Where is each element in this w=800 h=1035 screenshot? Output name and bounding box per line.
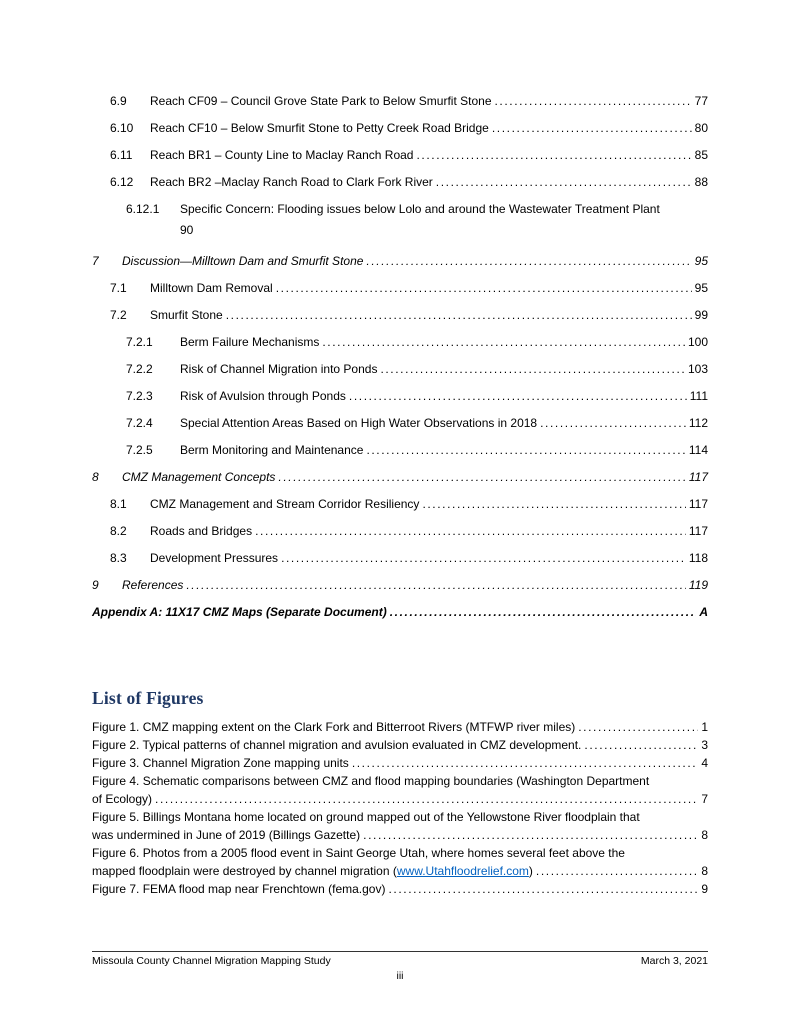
toc-entry-title: Reach CF10 – Below Smurfit Stone to Petty Creek Road Bridge <box>150 121 489 135</box>
toc-entry-number: 7.2.5 <box>126 443 153 457</box>
dot-leader <box>492 115 692 142</box>
toc-entry-number: 8.3 <box>110 551 127 565</box>
figure-entry <box>92 844 708 880</box>
toc-entry-title: Discussion—Milltown Dam and Smurfit Stone <box>122 254 364 268</box>
list-of-figures-heading: List of Figures <box>92 688 204 708</box>
figure-page-number: 4 <box>701 756 708 770</box>
dot-leader <box>352 754 699 772</box>
toc-entry-page: 99 <box>694 308 708 322</box>
figure-caption-text: Figure 4. Schematic comparisons between CMZ and flood mapping boundaries (Washington Department <box>92 774 650 788</box>
toc-entry-page: 117 <box>688 470 708 484</box>
dot-leader <box>322 329 685 356</box>
figure-entry-line <box>92 754 708 772</box>
toc-entry-number: 7.2.3 <box>126 389 153 403</box>
dot-leader <box>278 464 685 491</box>
toc-entry-number: 6.12 <box>110 175 134 189</box>
toc-entry-title: CMZ Management Concepts <box>122 470 276 484</box>
toc-entry <box>92 302 708 329</box>
figure-page-number: 8 <box>701 828 708 842</box>
dot-leader <box>495 88 692 115</box>
toc-entry-number: 7.2.4 <box>126 416 153 430</box>
figure-entry <box>92 808 708 844</box>
figure-caption-text: mapped floodplain were destroyed by channel migration (www.Utahfloodrelief.com) <box>92 864 533 878</box>
dot-leader <box>155 790 698 808</box>
toc-entry-title: Milltown Dam Removal <box>150 281 273 295</box>
toc-entry-title: Risk of Avulsion through Ponds <box>180 389 346 403</box>
toc-entry <box>92 115 708 142</box>
hyperlink[interactable]: www.Utahfloodrelief.com <box>396 864 529 878</box>
figure-page-number: 1 <box>701 720 708 734</box>
figure-page-number: 8 <box>701 864 708 878</box>
toc-entry-page: A <box>699 605 708 619</box>
footer-document-title: Missoula County Channel Migration Mapping Study <box>92 955 331 967</box>
toc-entry-title: Specific Concern: Flooding issues below Lolo and around the Wastewater Treatment Plant <box>180 202 660 216</box>
page-footer <box>92 951 708 982</box>
toc-entry-number: 7 <box>92 254 99 268</box>
toc-entry-title: Berm Failure Mechanisms <box>180 335 320 349</box>
toc-entry <box>92 383 708 410</box>
figure-caption-text: Figure 7. FEMA flood map near Frenchtown (fema.gov) <box>92 882 386 896</box>
toc-entry-page: 111 <box>689 389 708 403</box>
dot-leader <box>380 356 685 383</box>
toc-entry <box>92 248 708 275</box>
toc-entry-title: Reach BR2 –Maclay Ranch Road to Clark Fork River <box>150 175 433 189</box>
figure-entry-line <box>92 718 708 736</box>
toc-entry-number: 8.2 <box>110 524 127 538</box>
toc-entry <box>92 572 708 599</box>
toc-entry-page: 119 <box>688 578 708 592</box>
toc-entry-number: 9 <box>92 578 99 592</box>
toc-entry <box>92 169 708 196</box>
figure-caption-text: Figure 2. Typical patterns of channel migration and avulsion evaluated in CMZ development. <box>92 738 582 752</box>
toc-entry-number: 6.9 <box>110 94 127 108</box>
toc-entry-title: References <box>122 578 184 592</box>
toc-entry-number: 7.2.1 <box>126 335 153 349</box>
figure-caption-text: was undermined in June of 2019 (Billings Gazette) <box>92 828 361 842</box>
dot-leader <box>363 826 698 844</box>
figure-entry <box>92 880 708 898</box>
toc-entry <box>92 196 708 220</box>
dot-leader <box>578 718 698 736</box>
dot-leader <box>366 437 685 464</box>
toc-entry <box>92 142 708 169</box>
dot-leader <box>436 169 692 196</box>
figure-entry-line <box>92 736 708 754</box>
figure-entry <box>92 754 708 772</box>
toc-entry-page: 117 <box>688 524 708 538</box>
toc-entry-page: 95 <box>694 281 708 295</box>
toc-entry-page: 117 <box>688 497 708 511</box>
toc-entry-page: 103 <box>687 362 708 376</box>
toc-entry-title: Appendix A: 11X17 CMZ Maps (Separate Document) <box>92 605 387 619</box>
page-content <box>92 88 708 898</box>
toc-entry-page-line <box>92 220 708 241</box>
toc-entry-number: 6.12.1 <box>126 202 160 216</box>
toc-entry-page: 88 <box>694 175 708 189</box>
toc-entry <box>92 491 708 518</box>
toc-entry-page: 95 <box>694 254 708 268</box>
toc-entry-page: 118 <box>688 551 708 565</box>
toc-entry-number: 7.1 <box>110 281 127 295</box>
toc-entry <box>92 88 708 115</box>
toc-entry-title: Risk of Channel Migration into Ponds <box>180 362 378 376</box>
toc-entry <box>92 599 708 626</box>
toc-entry-page: 90 <box>180 223 194 237</box>
dot-leader <box>540 410 686 437</box>
dot-leader <box>281 545 686 572</box>
figure-entry-line <box>92 790 708 808</box>
figure-entry-line <box>92 772 708 790</box>
figure-entry-line <box>92 826 708 844</box>
figure-entry-line <box>92 862 708 880</box>
figure-caption-text: Figure 5. Billings Montana home located on ground mapped out of the Yellowstone River floodplain that <box>92 810 640 824</box>
dot-leader <box>536 862 698 880</box>
table-of-contents <box>92 88 708 626</box>
dot-leader <box>255 518 686 545</box>
figure-entry-line <box>92 880 708 898</box>
dot-leader <box>349 383 687 410</box>
dot-leader <box>422 491 685 518</box>
figure-caption-text: Figure 3. Channel Migration Zone mapping units <box>92 756 349 770</box>
footer-text-row <box>92 955 708 967</box>
list-of-figures <box>92 718 708 898</box>
figure-caption-text: Figure 6. Photos from a 2005 flood event in Saint George Utah, where homes several feet above the <box>92 846 625 860</box>
toc-entry-page: 85 <box>694 148 708 162</box>
figure-entry <box>92 718 708 736</box>
toc-entry-page: 112 <box>688 416 708 430</box>
figure-page-number: 9 <box>701 882 708 896</box>
dot-leader <box>186 572 685 599</box>
toc-entry <box>92 518 708 545</box>
figure-entry-line <box>92 844 708 862</box>
toc-entry <box>92 275 708 302</box>
toc-entry-title: Roads and Bridges <box>150 524 253 538</box>
toc-entry-number: 8.1 <box>110 497 127 511</box>
toc-entry-number: 6.11 <box>110 148 133 162</box>
figure-page-number: 3 <box>701 738 708 752</box>
toc-entry <box>92 356 708 383</box>
toc-entry-title: Special Attention Areas Based on High Water Observations in 2018 <box>180 416 538 430</box>
figure-entry <box>92 736 708 754</box>
toc-entry-number: 6.10 <box>110 121 134 135</box>
toc-entry-title: Berm Monitoring and Maintenance <box>180 443 364 457</box>
figure-entry <box>92 772 708 808</box>
toc-entry-title: Reach CF09 – Council Grove State Park to Below Smurfit Stone <box>150 94 492 108</box>
toc-entry-title: CMZ Management and Stream Corridor Resiliency <box>150 497 420 511</box>
figure-caption-text: of Ecology) <box>92 792 153 806</box>
dot-leader <box>366 248 691 275</box>
toc-entry-page: 100 <box>687 335 708 349</box>
footer-page-number: iii <box>396 970 404 982</box>
toc-entry-number: 8 <box>92 470 99 484</box>
toc-entry-title: Reach BR1 – County Line to Maclay Ranch Road <box>150 148 414 162</box>
figure-entry-line <box>92 808 708 826</box>
toc-entry <box>92 329 708 356</box>
dot-leader <box>226 302 692 329</box>
dot-leader <box>276 275 692 302</box>
toc-entry <box>92 464 708 491</box>
toc-entry-title: Development Pressures <box>150 551 279 565</box>
dot-leader <box>390 599 697 626</box>
toc-entry-title: Smurfit Stone <box>150 308 223 322</box>
toc-entry-number: 7.2 <box>110 308 127 322</box>
toc-entry-page: 80 <box>694 121 708 135</box>
toc-entry-number: 7.2.2 <box>126 362 153 376</box>
toc-entry-page: 77 <box>694 94 708 108</box>
footer-divider <box>92 951 708 952</box>
dot-leader <box>416 142 691 169</box>
footer-date: March 3, 2021 <box>640 955 708 967</box>
figure-page-number: 7 <box>701 792 708 806</box>
toc-entry-page: 114 <box>688 443 708 457</box>
toc-entry <box>92 545 708 572</box>
toc-entry <box>92 437 708 464</box>
dot-leader <box>584 736 698 754</box>
dot-leader <box>388 880 698 898</box>
figure-caption-text: Figure 1. CMZ mapping extent on the Clark Fork and Bitterroot Rivers (MTFWP river miles) <box>92 720 576 734</box>
toc-entry <box>92 410 708 437</box>
